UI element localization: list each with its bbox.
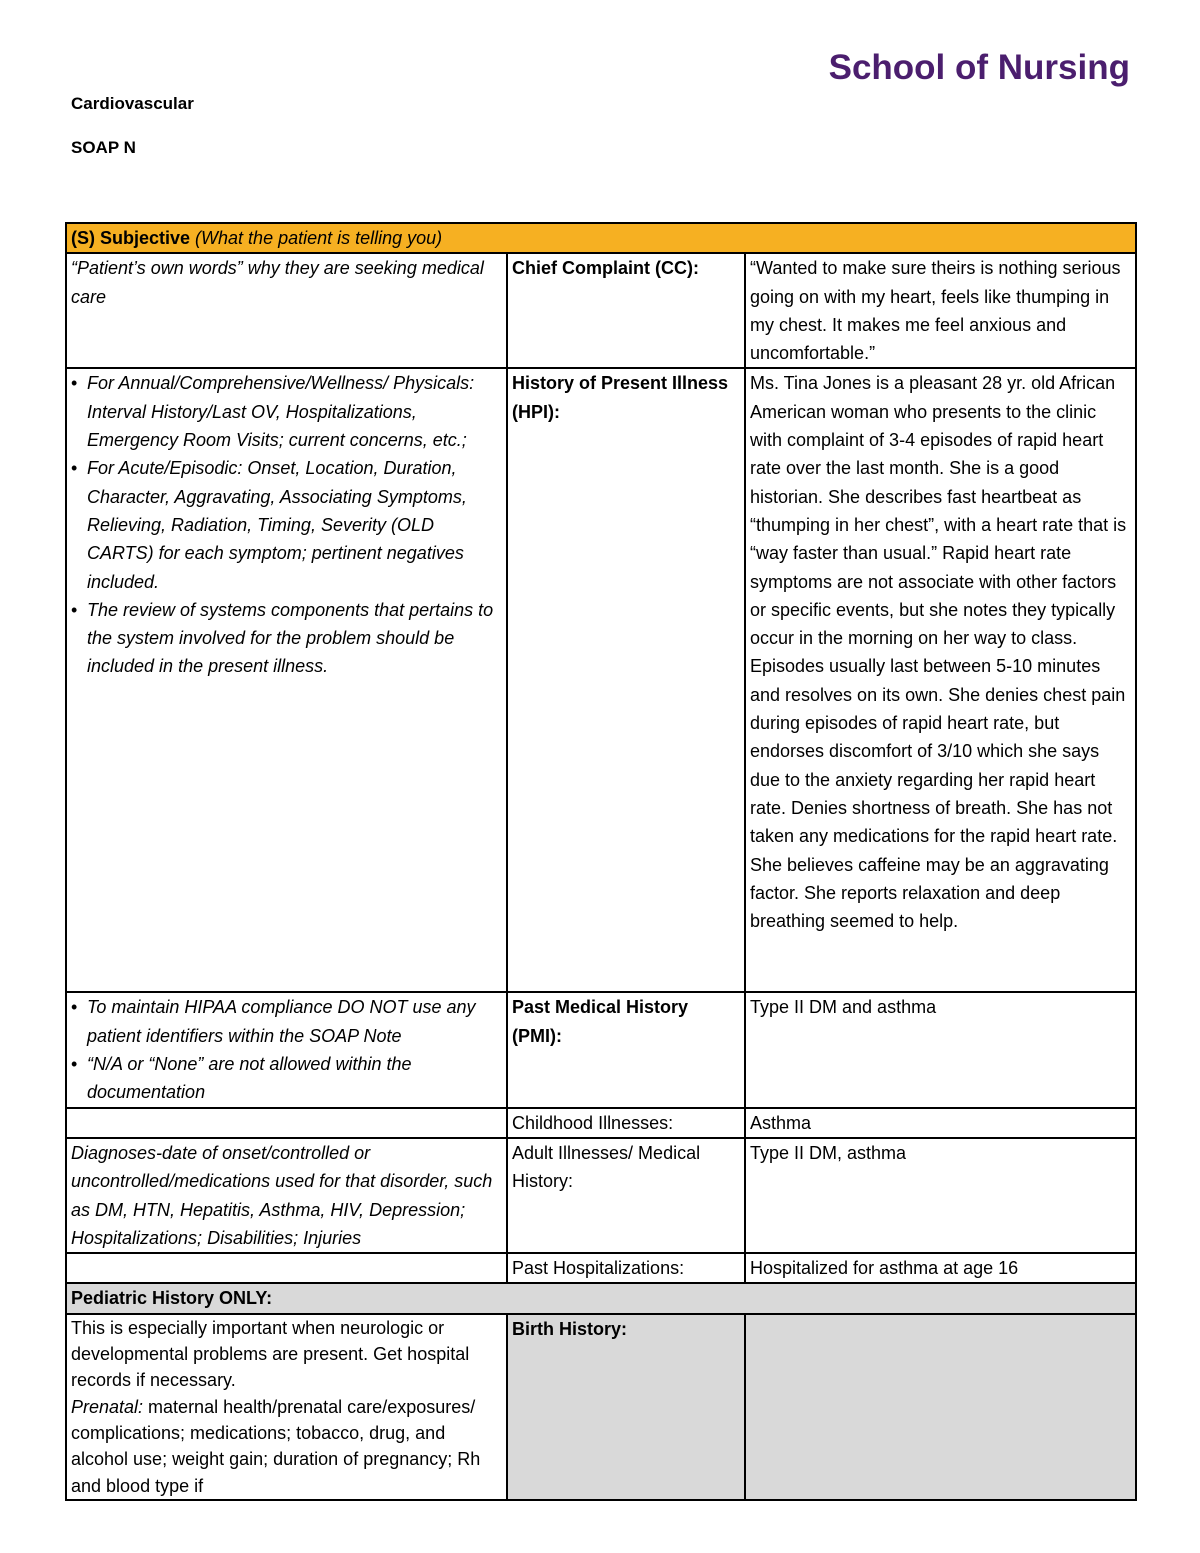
soap-table [65, 222, 1137, 1501]
cc-value: “Wanted to make sure theirs is nothing serious going on with my heart, feels like thumping in my chest. It makes me feel anxious and uncomfortable.” [745, 253, 1136, 368]
pmh-guide-item: • “N/A or “None” are not allowed within the documentation [71, 1050, 502, 1107]
hpi-guide-item: • For Acute/Episodic: Onset, Location, Duration, Character, Aggravating, Associating Symptoms, Relieving, Radiation, Timing, Severity (OLD CARTS) for each symptom; pertinent negatives included. [71, 454, 502, 595]
adult-value: Type II DM, asthma [745, 1138, 1136, 1253]
school-title: School of Nursing [828, 48, 1130, 87]
pmh-guide [66, 992, 507, 1107]
hpi-row [66, 368, 1136, 992]
childhood-label: Childhood Illnesses: [507, 1108, 745, 1138]
hospitalizations-label: Past Hospitalizations: [507, 1253, 745, 1283]
pediatric-header-row [66, 1283, 1136, 1313]
adult-label: Adult Illnesses/ Medical History: [507, 1138, 745, 1253]
pmh-guide-item: • To maintain HIPAA compliance DO NOT use any patient identifiers within the SOAP Note [71, 993, 502, 1050]
birth-history-label: Birth History: [507, 1314, 745, 1500]
pediatric-guide [66, 1314, 507, 1500]
pmh-row [66, 992, 1136, 1107]
hpi-label: History of Present Illness (HPI): [507, 368, 745, 992]
adult-row [66, 1138, 1136, 1253]
hpi-guide-item: • The review of systems components that pertains to the system involved for the problem should be included in the present illness. [71, 596, 502, 681]
pediatric-guide-intro: This is especially important when neurologic or developmental problems are present. Get hospital records if necessary. [71, 1317, 470, 1391]
birth-history-value [745, 1314, 1136, 1500]
subjective-banner-row [66, 223, 1136, 253]
hpi-value: Ms. Tina Jones is a pleasant 28 yr. old African American woman who presents to the clinic with complaint of 3-4 episodes of rapid heart rate over the last month. She is a good historian. She describes fast heartbeat as “thumping in her chest”, with a heart rate that is “way faster than usual.” Rapid heart rate symptoms are not associate with other factors or specific events, but she notes they typically occur in the morning on her way to class. Episodes usually last between 5-10 minutes and resolves on its own. She denies chest pain during episodes of rapid heart rate, but endorses discomfort of 3/10 which she says due to the anxiety regarding her rapid heart rate. Denies shortness of breath. She has not taken any medications for the rapid heart rate. She believes caffeine may be an aggravating factor. She reports relaxation and deep breathing seemed to help. [745, 368, 1136, 992]
childhood-value: Asthma [745, 1108, 1136, 1138]
course-heading: Cardiovascular [71, 94, 194, 113]
empty-cell [66, 1108, 507, 1138]
adult-guide: Diagnoses-date of onset/controlled or uncontrolled/medications used for that disorder, such as DM, HTN, Hepatitis, Asthma, HIV, Depression; Hospitalizations; Disabilities; Injuries [66, 1138, 507, 1253]
cc-row [66, 253, 1136, 368]
hpi-guide [66, 368, 507, 992]
cc-label: Chief Complaint (CC): [507, 253, 745, 368]
childhood-row [66, 1108, 1136, 1138]
subjective-subtitle: (What the patient is telling you) [195, 228, 443, 248]
document-title: SOAP N [71, 138, 136, 157]
subjective-banner [66, 223, 1136, 253]
subjective-title: (S) Subjective [71, 228, 191, 248]
hpi-guide-item: • For Annual/Comprehensive/Wellness/ Physicals: Interval History/Last OV, Hospitalizations, Emergency Room Visits; current concerns, etc.; [71, 369, 502, 454]
pmh-value: Type II DM and asthma [745, 992, 1136, 1107]
pediatric-title: Pediatric History ONLY: [66, 1283, 1136, 1313]
birth-history-row [66, 1314, 1136, 1500]
hospitalizations-value: Hospitalized for asthma at age 16 [745, 1253, 1136, 1283]
prenatal-text: maternal health/prenatal care/exposures/ complications; medications; tobacco, drug, and alcohol use; weight gain; duration of pregnancy; Rh and blood type if [71, 1396, 481, 1496]
prenatal-label: Prenatal: [71, 1396, 144, 1417]
pmh-label: Past Medical History (PMI): [507, 992, 745, 1107]
empty-cell [66, 1253, 507, 1283]
hospitalizations-row [66, 1253, 1136, 1283]
cc-guide: “Patient’s own words” why they are seeking medical care [66, 253, 507, 368]
